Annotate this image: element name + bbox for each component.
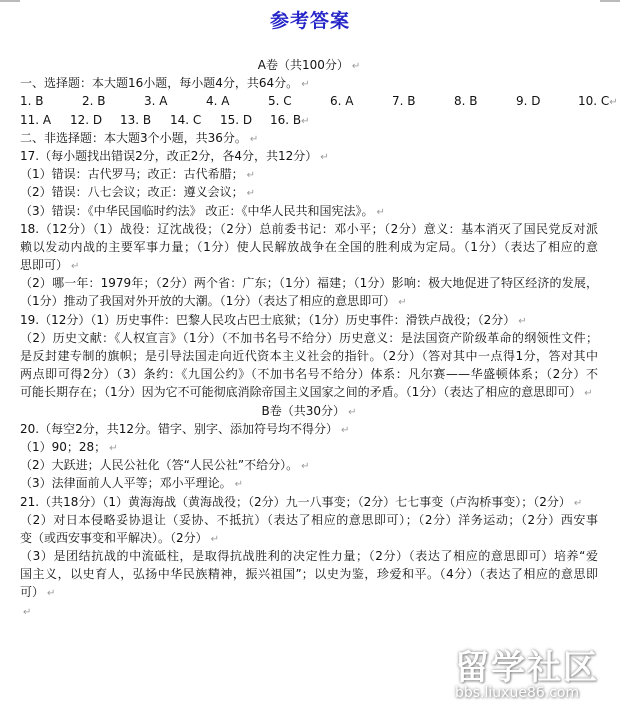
answer-line: （1）90；28； ↵ (20, 438, 598, 456)
answer-line: 思即可） ↵ (20, 256, 598, 274)
answer-line: 可能长期存在；（1分）因为它不可能彻底消除帝国主义国家之间的矛盾。（1分）（表达了相应的意思即可） ↵ (20, 383, 598, 401)
answer-line: 19.（12分）（1）历史事件：巴黎人民攻占巴士底狱；（1分）历史事件：滑铁卢战役；（2分） ↵ (20, 311, 598, 329)
document-title: 参考答案 (269, 10, 350, 32)
watermark-name: 留学社区 (455, 648, 599, 688)
answers-row-2 (20, 111, 598, 129)
answer: 1. B (20, 94, 44, 109)
answer: 13. B (120, 112, 152, 127)
answer-line: （2）哪一年：1979年；（2分）两个省：广东；（1分）福建；（1分）影响：极大地促进了特区经济的发展， (20, 276, 598, 291)
answer-line: （2）错误：八七会议；改正：遵义会议； ↵ (20, 183, 598, 201)
answer-line: （2）大跃进；人民公社化（答“人民公社”不给分）。 ↵ (20, 456, 598, 474)
answer: 3. A (144, 94, 168, 109)
section-a-heading: A卷（共100分） ↵ (20, 56, 598, 74)
answer-line: 20.（每空2分，共12分。错字、别字、添加符号均不得分） ↵ (20, 420, 598, 438)
answer-line: 两点即可得2分）（3）条约：《九国公约》（不加书名号不给分）体系：凡尔赛——华盛顿体系；（2分）不 (20, 367, 598, 382)
answer: 4. A (206, 94, 230, 109)
answer-line (20, 602, 598, 620)
answer-line: 变（或西安事变和平解决）。（2分） ↵ (20, 529, 598, 547)
answer: 2. B (82, 94, 106, 109)
answer-line: （3）法律面前人人平等；邓小平理论。 ↵ (20, 474, 598, 492)
answer-line: 21.（共18分）（1）黄海海战（黄海战役；（2分）九一八事变；（2分）七七事变（卢沟桥事变）；（2分） ↵ (20, 493, 598, 511)
answer: 6. A (330, 94, 354, 109)
answer: 16. B ↵ (270, 111, 332, 131)
answer: 7. B (392, 94, 416, 109)
page-corner-mark (0, 0, 20, 2)
answer-line: （2）对日本侵略妥协退让（妥协、不抵抗）（表达了相应的意思即可）；（2分）洋务运动；（2分）西安事 (20, 512, 598, 527)
answer-line: （3）错误：《中华民国临时约法》 改正：《中华人民共和国宪法》。 ↵ (20, 202, 598, 220)
answer: 12. D (70, 112, 103, 127)
answer-line: 是反封建专制的旗帜；是引导法国走向近代资本主义社会的指针。（2分）（答对其中一点得1分，答对其中 (20, 349, 598, 363)
answer: 10. C ↵ (578, 92, 620, 112)
answer-lines (20, 147, 598, 620)
watermark-logo (455, 650, 599, 700)
answer-line: 可） ↵ (20, 583, 598, 601)
answer-line: （1分）推动了我国对外开放的大潮。（1分）（表达了相应的意思即可） ↵ (20, 292, 598, 310)
answer-line: （3）是团结抗战的中流砥柱，是取得抗战胜利的决定性力量；（2分）（表达了相应的意思即可）培养“爱 (20, 549, 598, 564)
answer: 14. C (170, 112, 202, 127)
page-corner-mark (600, 0, 620, 2)
answer: 8. B (454, 94, 478, 109)
watermark-url: bbs.liuxue86.com (455, 685, 580, 701)
answer-line: 18.（12分）（1）战役：辽沈战役；（2分）总前委书记：邓小平；（2分）意义：基本消灭了国民党反对派 (20, 221, 598, 236)
answer-line: （1）错误：古代罗马；改正：古代希腊； ↵ (20, 165, 598, 183)
document-body (20, 56, 610, 620)
answer-line: 国主义，以史育人，弘扬中华民族精神，振兴祖国”；以史为鉴，珍爱和平。（4分）（表达了相应的意思即 (20, 567, 598, 582)
answer: 15. D (220, 112, 253, 127)
part1-heading: 一、选择题：本大题16小题，每小题4分，共64分。 ↵ (20, 74, 598, 92)
answer-line: 赖以发动内战的主要军事力量；（1分）使人民解放战争在全国的胜利成为定局。（1分）（表达了相应的意 (20, 239, 598, 254)
answers-row-1 (20, 92, 610, 110)
answer-line: （2）历史文献：《人权宣言》（1分）（不加书名号不给分）历史意义：是法国资产阶级革命的纲领性文件； (20, 330, 598, 345)
answer: 9. D (516, 94, 541, 109)
part2-heading: 二、非选择题：本大题3个小题，共36分。 ↵ (20, 129, 598, 147)
answer: 5. C (268, 94, 292, 109)
answer: 11. A (20, 112, 52, 127)
answer-line: 17.（每小题找出错误2分，改正2分，各4分，共12分） ↵ (20, 147, 598, 165)
section-b-heading: B卷（共30分） ↵ (20, 402, 598, 420)
